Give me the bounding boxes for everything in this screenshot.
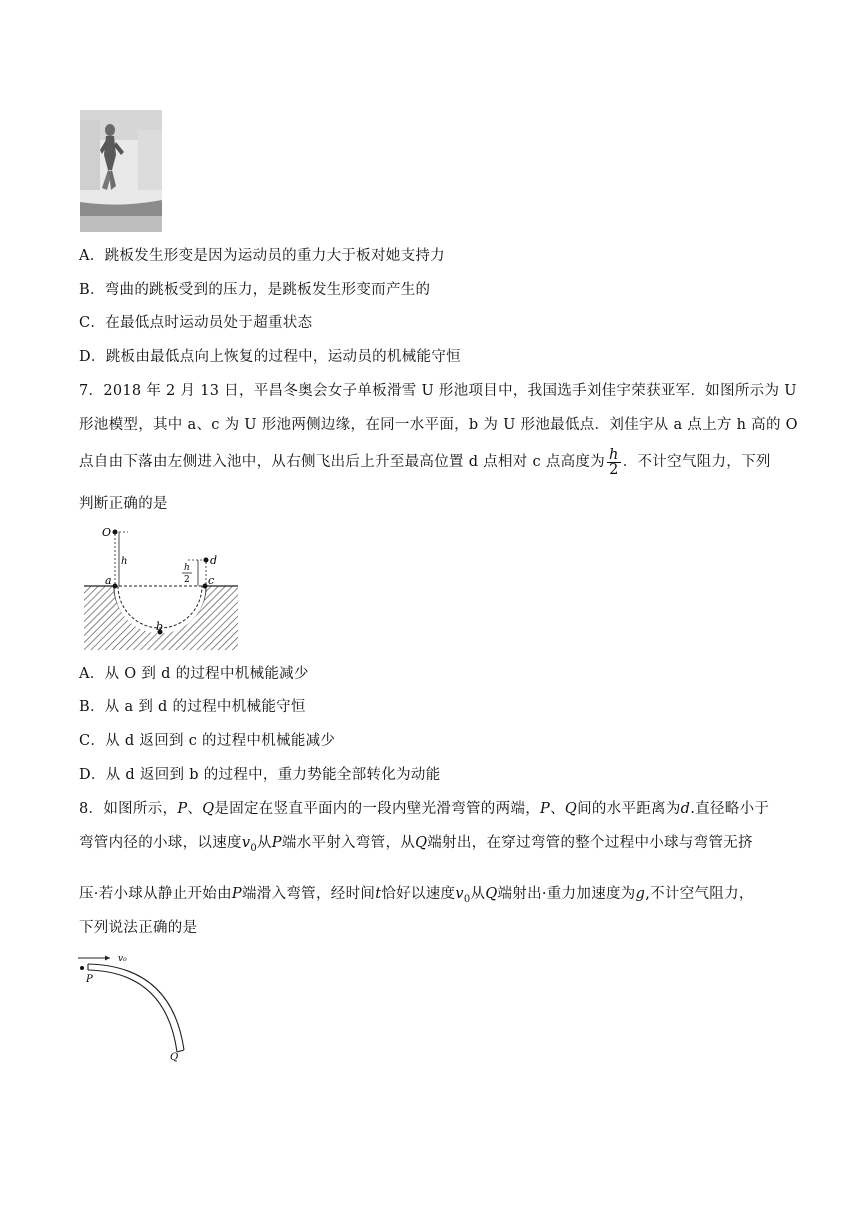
q8-l2-c: 端水平射入弯管，从 <box>281 835 416 851</box>
label-b: b <box>156 620 164 633</box>
q7-line3-text-before: 点自由下落由左侧进入池中，从右侧飞出后上升至最高位置 d 点相对 c 点高度为 <box>79 454 606 470</box>
q6-option-b: B．弯曲的跳板受到的压力，是跳板发生形变而产生的 <box>79 282 431 298</box>
var-v: v <box>455 886 464 902</box>
bent-tube-graphic <box>72 948 202 1064</box>
label-a: a <box>105 574 112 587</box>
q7-option-c: C．从 d 返回到 c 的过程中机械能减少 <box>79 733 336 749</box>
q8-l3-e: 端射出·重力加速度为 <box>497 886 636 902</box>
var-v: v <box>241 835 251 851</box>
bent-tube-diagram <box>72 948 202 1064</box>
label-h-half-den: 2 <box>184 575 190 585</box>
q7-stem-line4: 判断正确的是 <box>79 496 168 512</box>
var-Q: Q <box>202 801 215 817</box>
var-Q: Q <box>485 886 498 902</box>
label-c: c <box>208 574 215 587</box>
label-h: h <box>121 556 128 567</box>
q8-l1-f: .直径略小于 <box>690 801 770 817</box>
fraction-numerator: h <box>609 446 619 463</box>
var-P: P <box>271 835 282 851</box>
u-pool-diagram <box>84 522 238 650</box>
var-Q: Q <box>564 801 578 817</box>
q7-option-b: B．从 a 到 d 的过程中机械能守恒 <box>79 699 306 715</box>
q7-stem-line1: 7．2018 年 2 月 13 日，平昌冬奥会女子单板滑雪 U 形池项目中，我国选手刘佳宇荣获亚军．如图所示为 U <box>79 383 797 399</box>
var-P: P <box>540 801 551 817</box>
q8-stem-line3 <box>79 884 754 910</box>
q8-stem-line2 <box>79 833 753 859</box>
diving-board-photo <box>80 110 162 232</box>
label-Q: Q <box>170 1052 179 1063</box>
u-pool-graphic <box>84 522 238 650</box>
q7-option-d: D．从 d 返回到 b 的过程中，重力势能全部转化为动能 <box>79 767 441 783</box>
var-P: P <box>231 886 242 902</box>
diving-photo-graphic <box>80 110 162 232</box>
q8-l2-a: 弯管内径的小球，以速度 <box>79 835 242 851</box>
q7-fraction-h-over-2 <box>607 448 621 477</box>
label-P: P <box>86 974 93 985</box>
var-g: g <box>635 886 646 902</box>
label-d: d <box>210 554 218 567</box>
label-v0: v₀ <box>118 954 127 964</box>
q8-l3-f: ,不计空气阻力， <box>645 886 754 902</box>
label-h-half-num: h <box>184 563 190 573</box>
q8-l2-b: 从 <box>256 835 272 851</box>
q8-l2-d: 端射出，在穿过弯管的整个过程中小球与弯管无挤 <box>427 835 753 851</box>
q8-l3-d: 从 <box>470 886 486 902</box>
fraction-denominator: 2 <box>609 461 619 478</box>
var-v-subscript: 0 <box>463 893 471 905</box>
q8-stem-line1 <box>79 799 769 819</box>
q6-option-d: D．跳板由最低点向上恢复的过程中，运动员的机械能守恒 <box>79 349 461 365</box>
var-t: t <box>375 886 382 902</box>
q7-stem-line3 <box>79 444 771 480</box>
q8-l1-e: 间的水平距离为 <box>577 801 681 817</box>
var-d: d <box>680 801 691 817</box>
q6-option-c: C．在最低点时运动员处于超重状态 <box>79 315 313 331</box>
q8-l3-b: 端滑入弯管，经时间 <box>241 886 376 902</box>
q8-l1-a: 8．如图所示， <box>79 801 178 817</box>
var-v-subscript: 0 <box>250 842 257 854</box>
q8-l3-a: 压·若小球从静止开始由 <box>79 886 232 902</box>
var-Q: Q <box>415 835 428 851</box>
q7-option-a: A．从 O 到 d 的过程中机械能减少 <box>79 666 309 682</box>
var-P: P <box>177 801 188 817</box>
q8-l1-d: 、 <box>550 801 565 817</box>
q8-l1-c: 是固定在竖直平面内的一段内壁光滑弯管的两端， <box>214 801 540 817</box>
q6-option-a: A．跳板发生形变是因为运动员的重力大于板对她支持力 <box>79 248 445 264</box>
q7-stem-line2: 形池模型，其中 a、c 为 U 形池两侧边缘，在同一水平面，b 为 U 形池最低点．刘佳宇从 a 点上方 h 高的 O <box>79 417 798 433</box>
q8-l1-b: 、 <box>187 801 203 817</box>
q8-l3-c: 恰好以速度 <box>381 886 456 902</box>
label-O: O <box>102 526 112 539</box>
q8-stem-line4: 下列说法正确的是 <box>79 920 198 936</box>
q7-line3-text-after: ．不计空气阻力，下列 <box>622 454 771 470</box>
